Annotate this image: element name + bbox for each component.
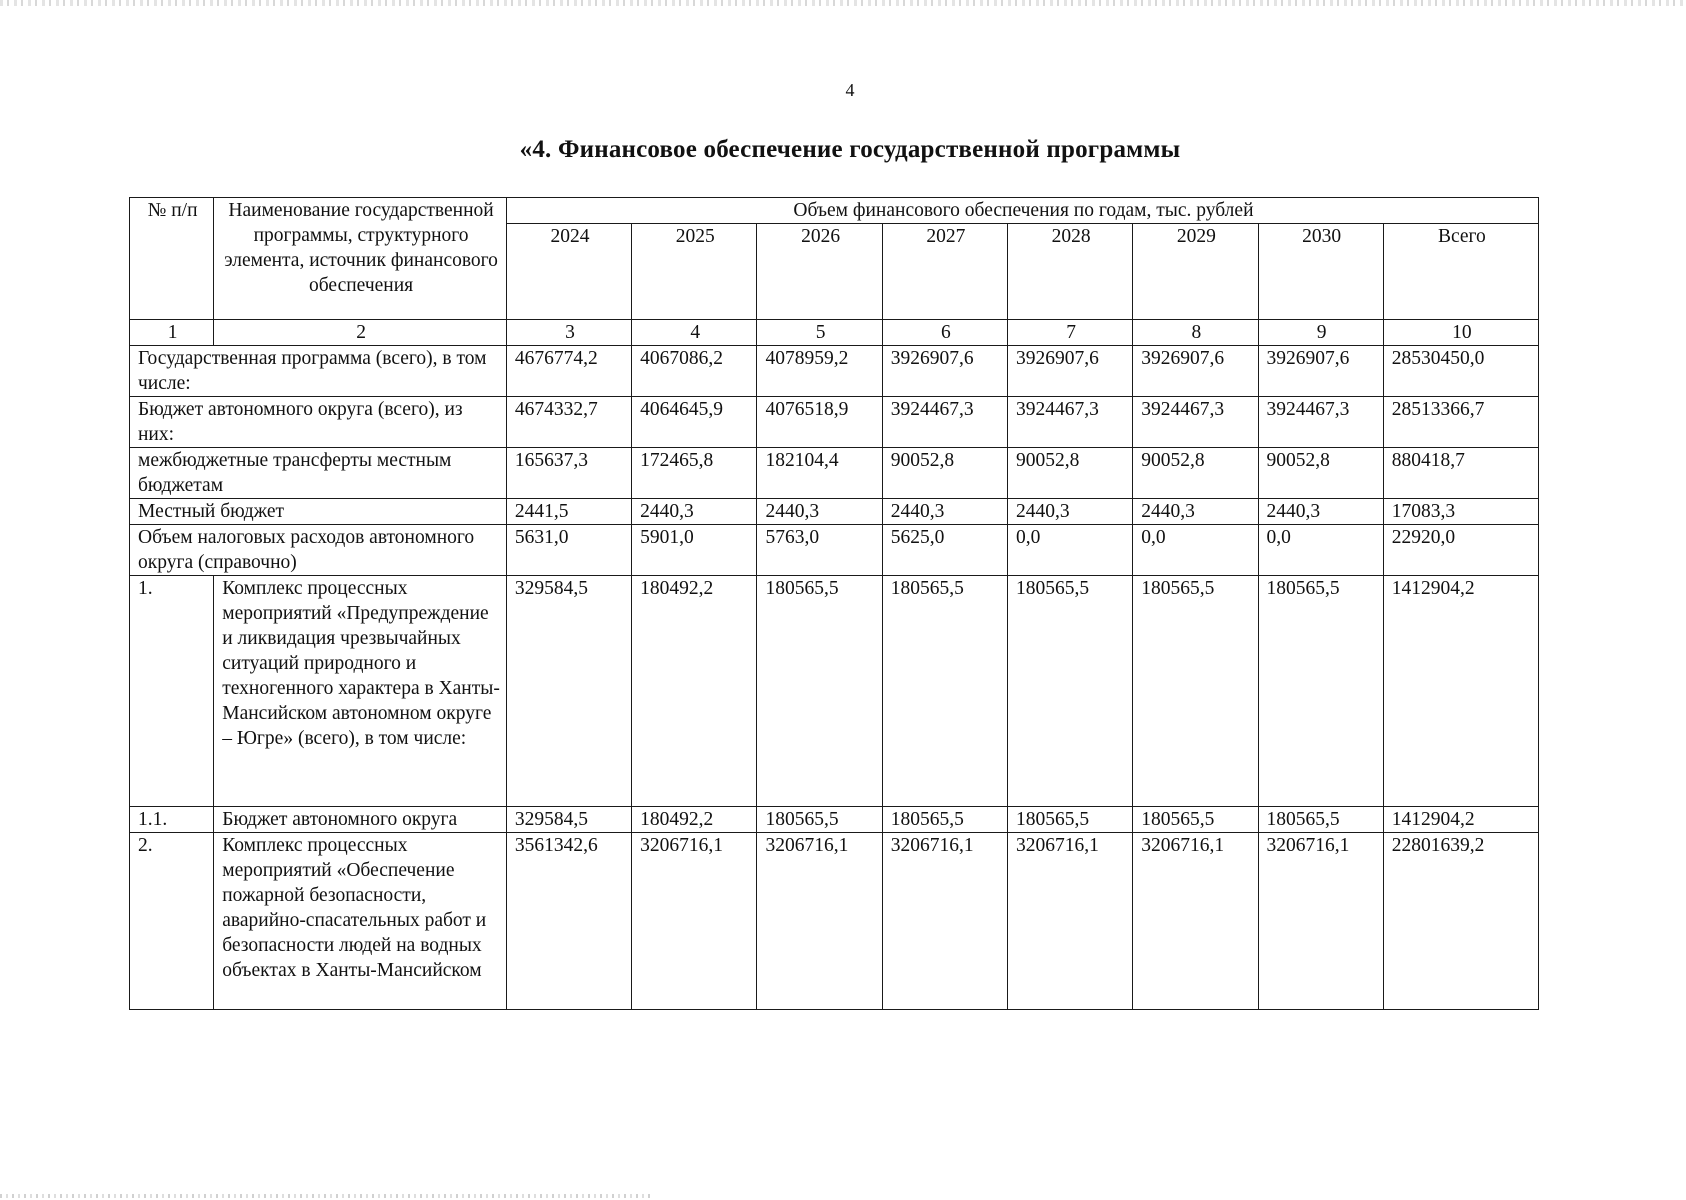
table-row — [130, 525, 1539, 576]
value-cell: 2440,3 — [757, 499, 882, 525]
index-cell: 7 — [1007, 320, 1132, 346]
table-row — [130, 346, 1539, 397]
scan-edge-top — [0, 0, 1686, 6]
index-cell: 8 — [1133, 320, 1258, 346]
value-cell: 2440,3 — [632, 499, 757, 525]
value-cell: 329584,5 — [506, 807, 631, 833]
value-cell: 3206716,1 — [632, 833, 757, 1010]
value-cell: 4674332,7 — [506, 397, 631, 448]
value-cell: 180565,5 — [1133, 576, 1258, 807]
value-cell: 180565,5 — [1258, 807, 1383, 833]
value-cell: 3206716,1 — [757, 833, 882, 1010]
page-number: 4 — [845, 80, 855, 100]
header-year-2028: 2028 — [1007, 224, 1132, 320]
value-cell: 1412904,2 — [1383, 807, 1538, 833]
value-cell: 180492,2 — [632, 576, 757, 807]
row-num: 2. — [130, 833, 214, 1010]
value-cell: 2440,3 — [1007, 499, 1132, 525]
row-name: Местный бюджет — [130, 499, 507, 525]
value-cell: 0,0 — [1258, 525, 1383, 576]
value-cell: 0,0 — [1007, 525, 1132, 576]
value-cell: 182104,4 — [757, 448, 882, 499]
header-num: № п/п — [130, 198, 214, 320]
scan-edge-bottom — [0, 1194, 650, 1198]
header-group: Объем финансового обеспечения по годам, тыс. рублей — [506, 198, 1538, 224]
table-row — [130, 576, 1539, 807]
value-cell: 4676774,2 — [506, 346, 631, 397]
header-year-2025: 2025 — [632, 224, 757, 320]
value-cell: 180565,5 — [882, 807, 1007, 833]
value-cell: 17083,3 — [1383, 499, 1538, 525]
index-cell: 4 — [632, 320, 757, 346]
header-year-2027: 2027 — [882, 224, 1007, 320]
value-cell: 4067086,2 — [632, 346, 757, 397]
value-cell: 5763,0 — [757, 525, 882, 576]
value-cell: 0,0 — [1133, 525, 1258, 576]
index-cell: 6 — [882, 320, 1007, 346]
table-row — [130, 448, 1539, 499]
index-row — [130, 320, 1539, 346]
value-cell: 2441,5 — [506, 499, 631, 525]
value-cell: 3926907,6 — [1133, 346, 1258, 397]
header-year-2024: 2024 — [506, 224, 631, 320]
value-cell: 90052,8 — [882, 448, 1007, 499]
value-cell: 180565,5 — [1258, 576, 1383, 807]
row-name: Комплекс процессных мероприятий «Обеспечение пожарной безопасности, аварийно-спасательных работ и безопасности людей на водных объектах в Ханты-Мансийском — [214, 833, 507, 1010]
value-cell: 1412904,2 — [1383, 576, 1538, 807]
value-cell: 880418,7 — [1383, 448, 1538, 499]
value-cell: 22920,0 — [1383, 525, 1538, 576]
value-cell: 180565,5 — [1007, 576, 1132, 807]
value-cell: 180565,5 — [1007, 807, 1132, 833]
value-cell: 3206716,1 — [1258, 833, 1383, 1010]
row-name: Комплекс процессных мероприятий «Предупреждение и ликвидация чрезвычайных ситуаций природного и техногенного характера в Ханты-Мансийском автономном округе – Югре» (всего), в том числе: — [214, 576, 507, 807]
value-cell: 3206716,1 — [1133, 833, 1258, 1010]
value-cell: 2440,3 — [882, 499, 1007, 525]
value-cell: 5631,0 — [506, 525, 631, 576]
value-cell: 3926907,6 — [882, 346, 1007, 397]
header-year-2029: 2029 — [1133, 224, 1258, 320]
index-cell: 9 — [1258, 320, 1383, 346]
header-total: Всего — [1383, 224, 1538, 320]
table-row — [130, 499, 1539, 525]
header-row-group — [130, 198, 1539, 224]
index-cell: 2 — [214, 320, 507, 346]
value-cell: 90052,8 — [1258, 448, 1383, 499]
value-cell: 2440,3 — [1258, 499, 1383, 525]
index-cell: 10 — [1383, 320, 1538, 346]
header-year-2030: 2030 — [1258, 224, 1383, 320]
finance-table — [129, 197, 1539, 1010]
value-cell: 180565,5 — [882, 576, 1007, 807]
value-cell: 2440,3 — [1133, 499, 1258, 525]
value-cell: 3924467,3 — [1007, 397, 1132, 448]
row-name: Объем налоговых расходов автономного округа (справочно) — [130, 525, 507, 576]
value-cell: 3924467,3 — [882, 397, 1007, 448]
value-cell: 172465,8 — [632, 448, 757, 499]
index-cell: 5 — [757, 320, 882, 346]
table-row — [130, 807, 1539, 833]
value-cell: 180565,5 — [757, 807, 882, 833]
value-cell: 28530450,0 — [1383, 346, 1538, 397]
value-cell: 3924467,3 — [1258, 397, 1383, 448]
row-num: 1.1. — [130, 807, 214, 833]
value-cell: 3206716,1 — [882, 833, 1007, 1010]
value-cell: 22801639,2 — [1383, 833, 1538, 1010]
value-cell: 28513366,7 — [1383, 397, 1538, 448]
row-num: 1. — [130, 576, 214, 807]
row-name: Государственная программа (всего), в том числе: — [130, 346, 507, 397]
value-cell: 180565,5 — [757, 576, 882, 807]
value-cell: 3926907,6 — [1258, 346, 1383, 397]
table-row — [130, 397, 1539, 448]
value-cell: 3926907,6 — [1007, 346, 1132, 397]
table-row — [130, 833, 1539, 1010]
value-cell: 4078959,2 — [757, 346, 882, 397]
header-name: Наименование государственной программы, структурного элемента, источник финансового обеспечения — [214, 198, 507, 320]
index-cell: 1 — [130, 320, 214, 346]
value-cell: 329584,5 — [506, 576, 631, 807]
value-cell: 180492,2 — [632, 807, 757, 833]
value-cell: 4076518,9 — [757, 397, 882, 448]
header-year-2026: 2026 — [757, 224, 882, 320]
value-cell: 3561342,6 — [506, 833, 631, 1010]
row-name: Бюджет автономного округа — [214, 807, 507, 833]
value-cell: 5901,0 — [632, 525, 757, 576]
value-cell: 3924467,3 — [1133, 397, 1258, 448]
value-cell: 5625,0 — [882, 525, 1007, 576]
row-name: межбюджетные трансферты местным бюджетам — [130, 448, 507, 499]
value-cell: 90052,8 — [1007, 448, 1132, 499]
value-cell: 4064645,9 — [632, 397, 757, 448]
value-cell: 3206716,1 — [1007, 833, 1132, 1010]
page-title: «4. Финансовое обеспечение государственной программы — [519, 136, 1181, 163]
value-cell: 180565,5 — [1133, 807, 1258, 833]
index-cell: 3 — [506, 320, 631, 346]
row-name: Бюджет автономного округа (всего), из них: — [130, 397, 507, 448]
value-cell: 165637,3 — [506, 448, 631, 499]
value-cell: 90052,8 — [1133, 448, 1258, 499]
